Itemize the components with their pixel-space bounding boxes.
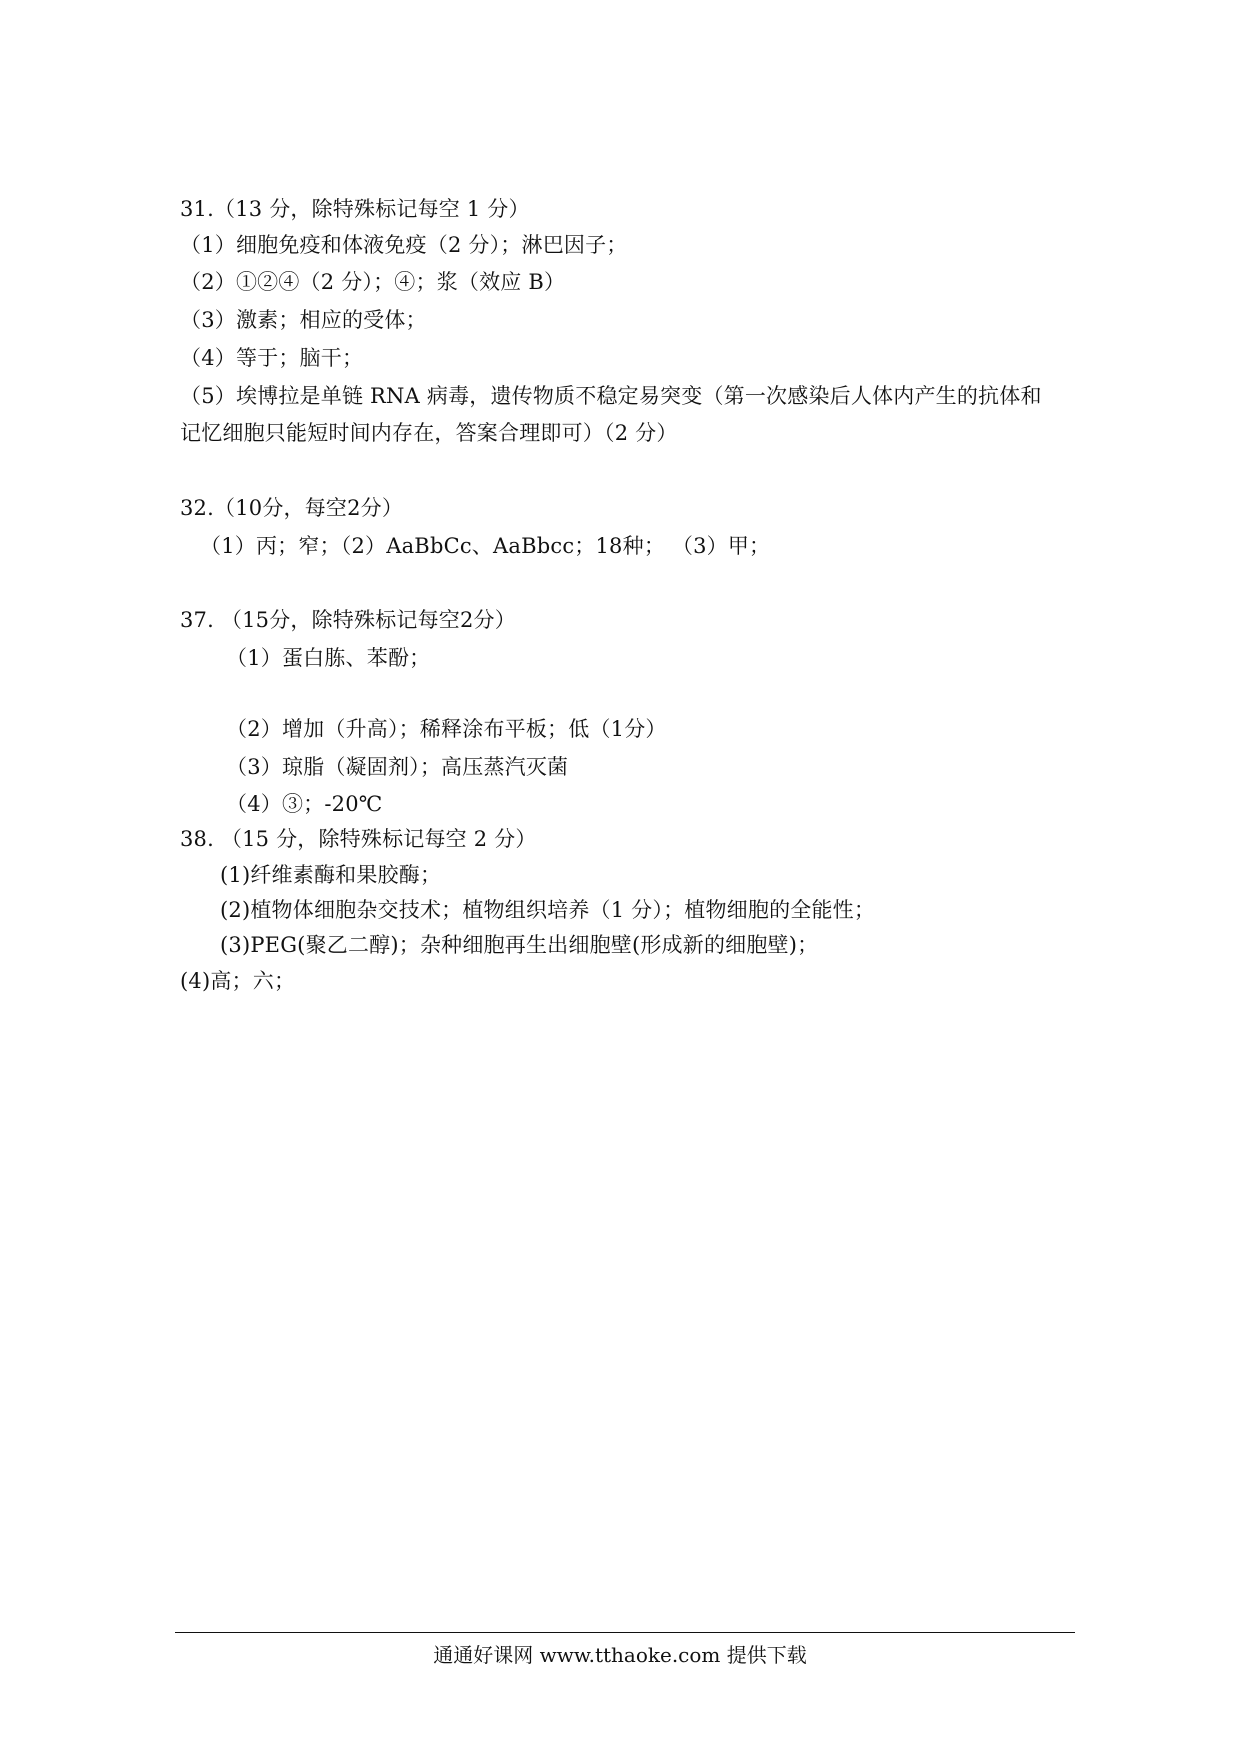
q31-answer-4: （4）等于；脑干； <box>180 346 364 370</box>
q37-answer-1: （1）蛋白胨、苯酚； <box>226 646 431 670</box>
q32-heading: 32.（10分，每空2分） <box>180 496 404 520</box>
q38-heading: 38. （15 分，除特殊标记每空 2 分） <box>180 827 537 851</box>
q37-answer-2: （2）增加（升高）；稀释涂布平板；低（1分） <box>226 717 667 741</box>
q37-heading: 37. （15分，除特殊标记每空2分） <box>180 608 516 632</box>
q31-answer-1: （1）细胞免疫和体液免疫（2 分）；淋巴因子； <box>180 233 628 257</box>
q31-answer-5-continued: 记忆细胞只能短时间内存在，答案合理即可）（2 分） <box>180 421 678 445</box>
q32-answer-1: （1）丙；窄；（2）AaBbCc、AaBbcc；18种； （3）甲； <box>200 534 771 558</box>
q38-answer-3: (3)PEG(聚乙二醇)；杂种细胞再生出细胞壁(形成新的细胞壁)； <box>220 933 819 957</box>
q31-answer-2: （2）①②④（2 分）；④；浆（效应 B） <box>180 270 566 294</box>
q31-answer-5: （5）埃博拉是单链 RNA 病毒，遗传物质不稳定易突变（第一次感染后人体内产生的抗体和 <box>180 384 1042 408</box>
q37-answer-3: （3）琼脂（凝固剂）；高压蒸汽灭菌 <box>226 755 569 779</box>
q37-answer-4: （4）③；-20℃ <box>226 792 383 816</box>
q31-answer-3: （3）激素；相应的受体； <box>180 308 427 332</box>
footer-divider <box>175 1632 1075 1633</box>
q38-answer-1: (1)纤维素酶和果胶酶； <box>220 863 442 887</box>
q31-heading: 31.（13 分，除特殊标记每空 1 分） <box>180 197 530 221</box>
q38-answer-4: (4)高；六； <box>180 969 296 993</box>
q38-answer-2: (2)植物体细胞杂交技术；植物组织培养（1 分）；植物细胞的全能性； <box>220 898 876 922</box>
footer-source-note: 通通好课网 www.tthaoke.com 提供下载 <box>433 1643 807 1667</box>
